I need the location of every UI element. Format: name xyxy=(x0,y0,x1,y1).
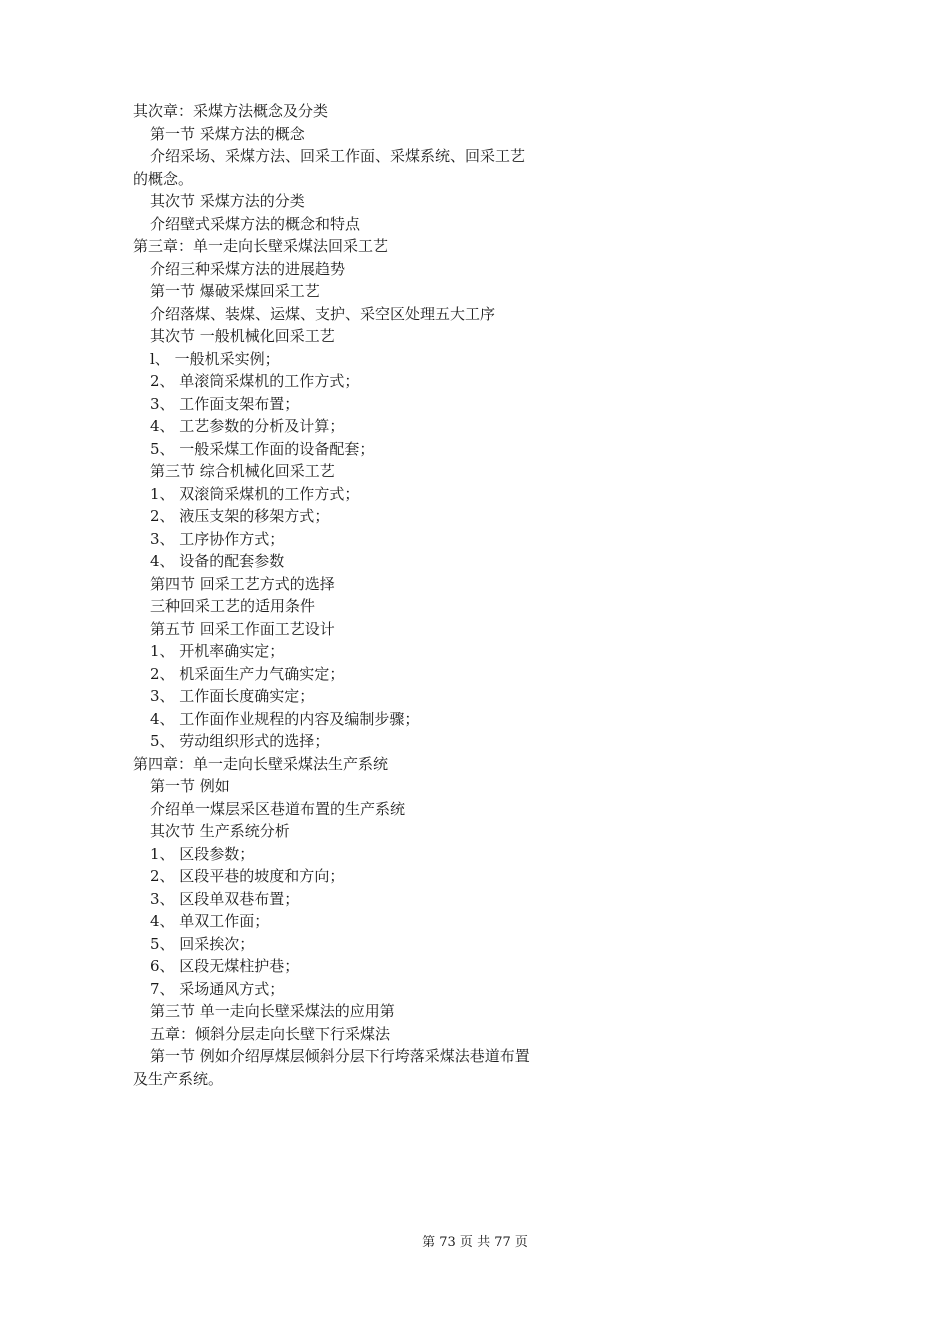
text-line: 第三节 单一走向长壁采煤法的应用第 xyxy=(150,1002,395,1020)
text-line: 五章：倾斜分层走向长壁下行采煤法 xyxy=(150,1024,391,1043)
text-line: 2、 单滚筒采煤机的工作方式； xyxy=(150,372,360,390)
text-line: 第五节 回采工作面工艺设计 xyxy=(150,619,335,638)
text-line: 3、 工作面长度确实定； xyxy=(150,687,315,705)
text-line: 3、 工作面支架布置； xyxy=(150,394,300,413)
text-line: 4、 工艺参数的分析及计算； xyxy=(150,417,345,435)
text-line: 2、 机采面生产力气确实定； xyxy=(150,664,345,683)
text-line: 第四章：单一走向长壁采煤法生产系统 xyxy=(133,754,389,773)
text-line: 4、 设备的配套参数 xyxy=(150,552,285,570)
text-line: 4、 单双工作面； xyxy=(150,912,270,930)
text-line: 其次节 一般机械化回采工艺 xyxy=(150,327,335,345)
text-line: 2、 区段平巷的坡度和方向； xyxy=(150,867,345,885)
text-line: 第一节 采煤方法的概念 xyxy=(150,124,305,143)
text-line: 介绍落煤、装煤、运煤、支护、采空区处理五大工序 xyxy=(150,304,496,323)
text-line: 第三章：单一走向长壁采煤法回采工艺 xyxy=(133,237,389,255)
text-line: 第一节 例如 xyxy=(150,777,230,795)
text-line: 6、 区段无煤柱护巷； xyxy=(150,957,300,975)
text-line: 介绍三种采煤方法的进展趋势 xyxy=(150,259,346,278)
text-line: 的概念。 xyxy=(133,169,194,188)
text-line: 第一节 例如介绍厚煤层倾斜分层下行垮落采煤法巷道布置 xyxy=(150,1047,530,1065)
text-line: 其次章：采煤方法概念及分类 xyxy=(133,102,329,120)
text-line: 1、 区段参数； xyxy=(150,844,255,863)
text-line: 5、 一般采煤工作面的设备配套； xyxy=(150,439,375,458)
text-line: 5、 回采挨次； xyxy=(150,934,255,953)
text-line: 5、 劳动组织形式的选择； xyxy=(150,732,330,750)
text-line: 介绍壁式采煤方法的概念和特点 xyxy=(150,214,361,233)
text-line: 第三节 综合机械化回采工艺 xyxy=(150,462,335,480)
text-line: 2、 液压支架的移架方式； xyxy=(150,507,330,525)
text-line: 4、 工作面作业规程的内容及编制步骤； xyxy=(150,709,420,728)
document-body xyxy=(133,100,583,1090)
page-footer: 第 73 页 共 77 页 xyxy=(422,1235,528,1250)
text-line: 介绍单一煤层采区巷道布置的生产系统 xyxy=(150,799,406,818)
text-line: 三种回采工艺的适用条件 xyxy=(150,597,316,615)
text-line: l、 一般机采实例； xyxy=(150,349,280,368)
text-line: 3、 区段单双巷布置； xyxy=(150,889,300,908)
text-line: 其次节 生产系统分析 xyxy=(150,822,290,840)
text-line: 第四节 回采工艺方式的选择 xyxy=(150,574,335,593)
text-line: 7、 采场通风方式； xyxy=(150,979,285,998)
text-line: 其次节 采煤方法的分类 xyxy=(150,192,305,210)
text-line: 1、 开机率确实定； xyxy=(150,642,285,660)
text-line: 第一节 爆破采煤回采工艺 xyxy=(150,282,320,300)
text-line: 3、 工序协作方式； xyxy=(150,529,285,548)
text-line: 1、 双滚筒采煤机的工作方式； xyxy=(150,484,360,503)
text-line: 及生产系统。 xyxy=(133,1069,224,1088)
text-line: 介绍采场、采煤方法、回采工作面、采煤系统、回采工艺 xyxy=(150,147,526,165)
